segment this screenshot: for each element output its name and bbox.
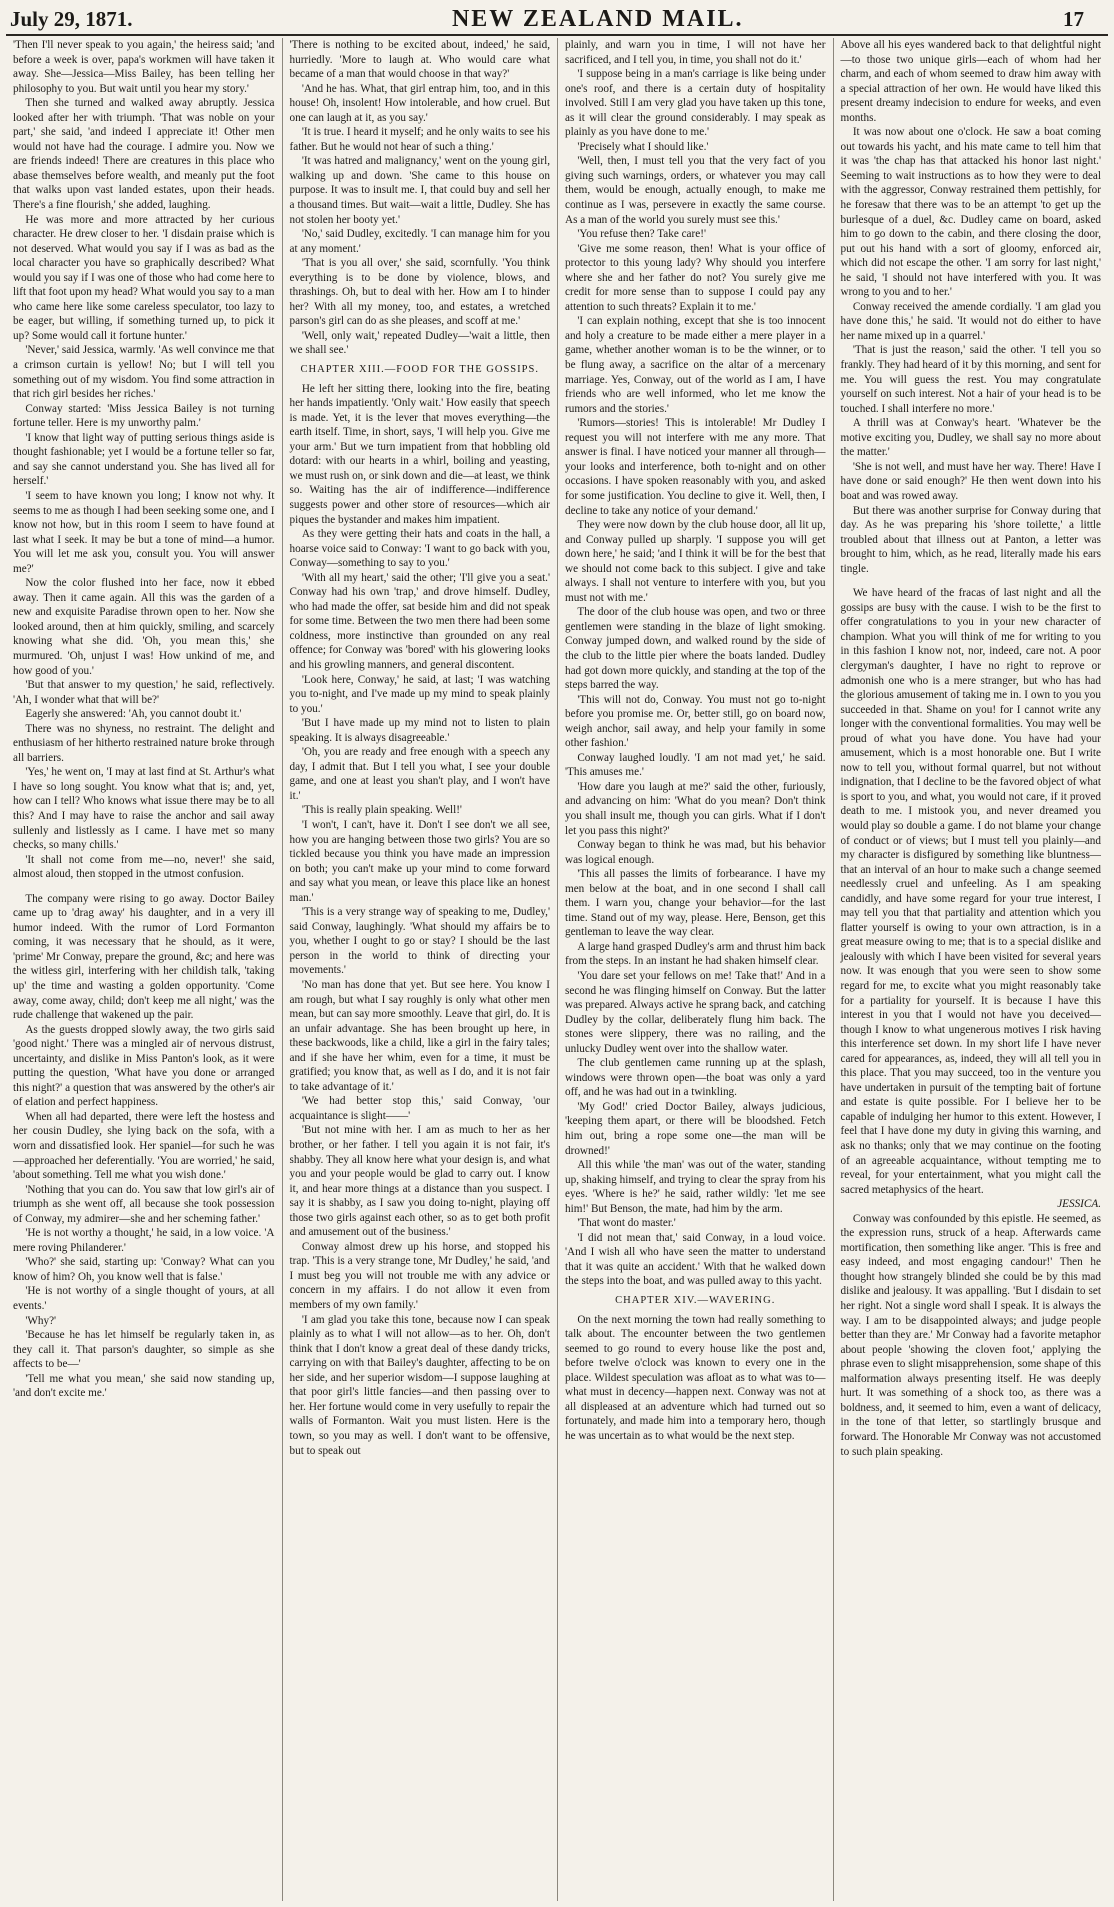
paragraph: plainly, and warn you in time, I will not have her sacrificed, and I tell you, in time, you shall not do it.'	[565, 39, 826, 66]
column-2	[282, 38, 558, 1901]
paragraph: We have heard of the fracas of last night and all the gossips are busy with the cause. I wish to be the first to offer congratulations to you in your new character of champion. What you will think of me for writing to you in this fashion I know not, nor, indeed, care not. A poor clergyman's daughter, I have no right to reprove or admonish one who is a mere stranger, but who has had the glorious amusement of taking me in. I own to you you succeeded in that. Shame on you! for I cannot write any longer with the conventional formalities. You may well be proud of what you have done. You have had your amusement, which is a most honorable one. But I write now to tell you, without formal quarrel, but not without indignation, that I decline to be the favored object of what is sport to you, and what, you would not care, if it proved death to me. I mistook you, and never dreamed you would play so double a game. I do not blame your change of conduct or of views; but I must tell you plainly—and my character is disfigured by something like bluntness—that an interval of an hour to make such a change seemed needlessly cruel and unfeeling. As I am speaking candidly, and have some regard for your true interest, I may tell you that that partiality and attention which you flatter yourself is owing to your own attraction, is in a great measure owing to me; that is to a special dislike and jealously with which I have been visited for several years now. It was enough that you were seen to show some regard for me, to excite what you might reasonably take for a partiality for yourself. It is because I have this interest in you that I would not have you deceived—though I know to what ungenerous motives I risk having this interference set down. In my short life I have never cared for appearances, as, indeed, they will all tell you in this place. That you may succeed, too in the venture you have undertaken in pursuit of the tempting bait of fortune and estate is quite possible. For I believe her to be capable of indulging her humor to this extent. However, I feel that I have done my duty in giving this warning, and ask no thanks; only that we may continue on the footing of an agreeable acquaintance, without tempting me to reveal, for your entertainment, what you might call the sacred metaphysics of the heart.	[840, 587, 1101, 1196]
paragraph: On the next morning the town had really something to talk about. The encounter between the two gentlemen seemed to go round to every house like the post and, before twelve o'clock was known to every one in the place. Wildest speculation was afloat as to what was to—what must in decency—happen next. Conway was not at all displeased at an adventure which had turned out so fortunately, and made him into a temporary hero, though he was uncertain as to what would be the next step.	[565, 1313, 826, 1442]
paragraph: 'I can explain nothing, except that she is too innocent and holy a creature to be made either a mere player in a game, whether another woman is to be the winner, or to be flung away, a sacrifice on the altar of a mercenary marriage. Yes, Conway, out of the world as I am, I have friends who are well informed, who let me know the rumors and the stories.'	[565, 315, 826, 415]
paragraph: 'Precisely what I should like.'	[577, 140, 709, 153]
paragraph: 'Nothing that you can do. You saw that low girl's air of triumph as she went off, all because she took possession of Conway, my admirer—she and her scheming father.'	[13, 1183, 275, 1225]
paragraph: 'And he has. What, that girl entrap him, too, and in this house! Oh, insolent! How intolerable, and how cruel. But one can laugh at it, as you say.'	[289, 82, 550, 124]
page-number: 17	[1062, 6, 1084, 31]
paragraph: Above all his eyes wandered back to that delightful night—to those two unique girls—each of whom had her charm, and each of whom seemed to draw him away with a special attraction of her own. He would have liked this present dreamy indecision to endure for weeks, and even months.	[840, 39, 1101, 124]
paragraph: He left her sitting there, looking into the fire, beating her hands impatiently. 'Only wait.' How easily that speech is made. Yet, it is the lever that moves everything—the earth itself. Time, in short, says, 'I will help you. Give me your arm.' But we turn impatient from that hobbling old dotard: with our hearts in a whirl, boiling and yeasting, we must rush on, or sink down and die—at least, we think so. Waiting has the air of indifference—indifference suggests power and other store of resources—which air piques the bystander and makes him impatient.	[289, 382, 550, 526]
paragraph: It was now about one o'clock. He saw a boat coming out towards his yacht, and his mate came to tell him that it was 'the chap has that attacked his honor last night.' Seeming to wait instructions as to how they were to deal with the aggressor, Conway restrained them pettishly, for he foresaw that there was to be an attempt 'to get up the burlesque of a duel, &c. Dudley came on board, asked him to go down to the cabin, and there closing the door, put out his hand with a sort of gloomy, enforced air, which did not escape the other. 'I am sorry for last night,' he said, 'I should not have interfered with you. It was wrong to you and to her.'	[840, 126, 1101, 299]
chapter-heading: CHAPTER XIII.—FOOD FOR THE GOSSIPS.	[300, 364, 539, 376]
paragraph: 'This is a very strange way of speaking to me, Dudley,' said Conway, laughingly. 'What should my affairs be to you, whether I ought to go or stay? I should be the last person in the world to think of directing your movements.'	[289, 906, 550, 977]
paragraph: There was no shyness, no restraint. The delight and enthusiasm of her hitherto restrained nature broke through all barriers.	[13, 722, 275, 764]
paragraph: Eagerly she answered: 'Ah, you cannot doubt it.'	[25, 708, 242, 721]
section-break	[841, 576, 1102, 586]
section-break	[13, 882, 275, 892]
paragraph: 'She is not well, and must have her way. There! Have I have done or said enough?' He then went down into his boat and was rowed away.	[840, 460, 1101, 502]
column-3	[557, 38, 833, 1901]
paragraph: 'No,' said Dudley, excitedly. 'I can manage him for you at any moment.'	[289, 228, 550, 255]
paragraph: 'That is just the reason,' said the other. 'I tell you so frankly. They had heard of it by this morning, and sent for me. You will guess the rest. You may congratulate yourself on such interest. Not a hair of your head is to be touched. I shall interfere no more.'	[840, 344, 1101, 415]
paragraph: 'But I have made up my mind not to listen to plain speaking. It is always disagreeable.'	[289, 717, 550, 744]
paragraph: Conway started: 'Miss Jessica Bailey is not turning fortune teller. Here is my unworthy palm.'	[13, 402, 275, 430]
paragraph: 'How dare you laugh at me?' said the other, furiously, and advancing on him: 'What do you mean? Don't think you shall insult me, though you can girls. What if I don't let you pass this night?'	[565, 780, 826, 837]
paragraph: 'Well, only wait,' repeated Dudley—'wait a little, then we shall see.'	[289, 329, 550, 357]
paragraph: 'Tell me what you mean,' she said now standing up, 'and don't excite me.'	[13, 1372, 275, 1400]
paragraph: 'It was hatred and malignancy,' went on the young girl, walking up and down. 'She came to this house on purpose. It was to insult me. I, that could buy and sell her a thousand times. But wait—wait a little, Dudley. She has not stolen her booty yet.'	[289, 155, 550, 226]
letter-signature: JESSICA.	[1057, 1198, 1101, 1211]
paragraph: 'Give me some reason, then! What is your office of protector to this young lady? Why should you interfere where she and her father do not? You surely give me credit for more sense than to suppose I could pay any attention to such threats? Explain it to me.'	[565, 242, 826, 313]
paragraph: 'I won't, I can't, have it. Don't I see don't we all see, how you are hanging between those two girls? You are so tickled because you think you have made an impression on both; you can't make up your mind to come forward and say what you mean, or leave this place like an honest man.'	[289, 818, 550, 904]
paragraph: 'I did not mean that,' said Conway, in a loud voice. 'And I wish all who have seen the matter to understand that it was quite an accident.' With that he walked down the steps into the boat, and was pulled away to this yacht.	[565, 1231, 826, 1288]
paragraph: 'I know that light way of putting serious things aside is thought fashionable; yet I would be a fortune teller so far, and say she cannot understand you. She has lived all for herself.'	[13, 431, 275, 488]
paragraph: All this while 'the man' was out of the water, standing up, shaking himself, and trying to clear the spray from his eyes. 'Where is he?' he said, rather wildly: 'let me see him!' But Benson, the mate, had him by the arm.	[565, 1159, 826, 1215]
paragraph: As they were getting their hats and coats in the hall, a hoarse voice said to Conway: 'I want to go back with you, Conway—something to say to you.'	[289, 528, 550, 570]
masthead	[6, 4, 1108, 36]
paragraph: 'You refuse then? Take care!'	[577, 228, 706, 241]
paragraph: Conway almost drew up his horse, and stopped his trap. 'This is a very strange tone, Mr Dudley,' he said, 'and I must beg you will not trouble me with any advice or concern in my affairs. I do not allow it even from members of my own family.'	[289, 1240, 550, 1312]
paragraph: But there was another surprise for Conway during that day. As he was preparing his 'shore toilette,' a little troubled about that illness out at Panton, a letter was brought to him, which, as he read, literally made his ears tingle.	[840, 504, 1101, 575]
paragraph: When all had departed, there were left the hostess and her cousin Dudley, she lying back on the sofa, with a worn and dissatisfied look. Her spaniel—for such he was—approached her deferentially. 'You are worried,' he said, 'about something. Tell me what you wish done.'	[13, 1110, 275, 1182]
paragraph: 'Who?' she said, starting up: 'Conway? What can you know of him? Oh, you know well that is false.'	[13, 1256, 275, 1283]
paragraph: 'I seem to have known you long; I know not why. It seems to me as though I had been seeking some one, and I know not how, but in this room I seem to have found at last what I seek. It may be but a tone of mind—a humor. You will let me ask you, consult you. You will answer me?'	[13, 489, 275, 575]
paragraph: 'He is not worthy a thought,' he said, in a low voice. 'A mere roving Philanderer.'	[13, 1227, 275, 1254]
paragraph: 'Well, then, I must tell you that the very fact of you giving such warnings, orders, or whatever you may call them, would be enough, actually enough, to make me continue as I was, persevere in exactly the same course. As a man of the world you surely must see this.'	[565, 155, 826, 226]
paragraph: 'You dare set your fellows on me! Take that!' And in a second he was flinging himself on Conway. But the latter was prepared. Always active he sprang back, and catching Dudley by the collar, deliberately flung him back. The stones were slippery, there was no railing, and the unlucky Dudley went over into the shallow water.	[565, 970, 826, 1055]
paragraph: 'Look here, Conway,' he said, at last; 'I was watching you to-night, and I've made up my mind to speak plainly to you.'	[289, 673, 550, 715]
paragraph: Conway was confounded by this epistle. He seemed, as the expression runs, struck of a heap. Afterwards came mortification, then something like anger. 'This is free and easy indeed, and most engaging candour!' Then he thought how strangely blinded she could be by this mad dislike and jealousy. It was appalling. 'But I disdain to set her right. Not a single word shall I speak. It is always the way. I am to be disappointed always; and judge people better than they are.' Mr Conway had a favorite metaphor about people 'showing the cloven foot,' applying the phrase even to slight misapprehension, some shape of this malformation always presenting itself. He was deeply hurt. It was something of a shock too, as there was a boldness, and, it seemed to him, even a want of delicacy, in the tone of that letter, so startlingly brusque and forward. The Honorable Mr Conway was not accustomed to such plain speaking.	[840, 1212, 1101, 1458]
paragraph: 'My God!' cried Doctor Bailey, always judicious, 'keeping them apart, or there will be bloodshed. Fetch him out, bring a rope some one—the man will be drowned!'	[565, 1100, 826, 1157]
paragraph: 'I suppose being in a man's carriage is like being under one's roof, and there is a certain duty of hospitality involved. Still I am very glad you have taken up this tone, as it will clear the ground considerably. I may speak as plainly as you have done to me.'	[565, 68, 826, 139]
paragraph: 'Yes,' he went on, 'I may at last find at St. Arthur's what I have so long sought. You know what that is; and, yet, how can I tell? Who knows what issue there may be to all this? And I may have to raise the anchor and sail away sullenly and listlessly as I came. I have met so many checks, so many chills.'	[13, 766, 275, 852]
paragraph: 'It shall not come from me—no, never!' she said, almost aloud, then stopped in the utmost confusion.	[13, 853, 275, 881]
paragraph: 'Because he has let himself be regularly taken in, as they call it. That parson's daughter, so simple as she affects to be—'	[13, 1329, 275, 1371]
paragraph: 'It is true. I heard it myself; and he only waits to see his father. But he would not hear of such a thing.'	[289, 126, 550, 153]
paragraph: 'But not mine with her. I am as much to her as her brother, or her father. I tell you again it is not fair, it's shabby. They all know here what your design is, and what you and your people would be glad to carry out. I know it, and hear more things at a distance than you suspect. I say it is shabby, as I saw you doing to-night, playing off those two girls against each other, so as to get both profit and amusement out of the business.'	[289, 1124, 550, 1239]
chapter-heading: CHAPTER XIV.—WAVERING.	[615, 1295, 776, 1307]
paragraph: He was more and more attracted by her curious character. He drew closer to her. 'I disdain praise which is not deserved. What would you say if I was as bad as the local character you have so graphically described? What would you say if I was one of those who had come here to lift that foot upon my head? What would you say to a man who came here like some careless speculator, too lazy to be eager, but willing, if something turned up, to pick it up? Some would call it fortune hunter.'	[13, 213, 275, 342]
paragraph: As the guests dropped slowly away, the two girls said 'good night.' There was a mingled air of nervous distrust, uncertainty, and dislike in Miss Panton's look, as it were putting the question, 'What have you done or arranged this night?' a question that was answered by the other's air of elation and perfect happiness.	[13, 1023, 275, 1109]
paragraph: A large hand grasped Dudley's arm and thrust him back from the steps. In an instant he had shaken himself clear.	[565, 940, 826, 968]
paragraph: 'That wont do master.'	[577, 1217, 676, 1230]
paragraph: They were now down by the club house door, all lit up, and Conway pulled up sharply. 'I suppose you will get down here,' he said; 'and I think it will be for the best that we should not come back to this subject. I give and take always. I shall not venture to interfere with you, but you must not with me.'	[565, 519, 826, 604]
paragraph: Now the color flushed into her face, now it ebbed away. Then it came again. All this was the garden of a new and exquisite Paradise thrown open to her. Now she looked around, then at him quickly, smiling, and scarcely knowing what she did. 'Oh, you mean this,' she murmured. 'Oh, unjust I was! How unkind of me, and how good of you.'	[13, 577, 275, 677]
column-1	[6, 38, 282, 1901]
column-4	[833, 38, 1109, 1901]
paragraph: 'No man has done that yet. But see here. You know I am rough, but what I say roughly is only what other men mean, but can say more smoothly. Leave that girl, do. It is an unfair advantage. She has been brought up here, in these backwoods, like a child, like a girl in the fairy tales; and if she have her whim, even for a time, it must be gratified; you know that, as well as I do, and it is not fair to take advantage of it.'	[289, 979, 550, 1093]
paragraph: 'There is nothing to be excited about, indeed,' he said, hurriedly. 'More to laugh at. Who would care what became of a man that would choose in that way?'	[289, 39, 550, 81]
newspaper-title: NEW ZEALAND MAIL.	[451, 5, 744, 32]
paragraph: Conway began to think he was mad, but his behavior was logical enough.	[565, 839, 826, 866]
paragraph: 'Why?'	[25, 1314, 57, 1327]
paragraph: 'This is really plain speaking. Well!'	[301, 804, 462, 817]
paragraph: Conway laughed loudly. 'I am not mad yet,' he said. 'This amuses me.'	[565, 751, 826, 779]
paragraph: Conway received the amende cordially. 'I am glad you have done this,' he said. 'It would not do either to have her name mixed up in a quarrel.'	[840, 300, 1101, 342]
paragraph: 'But that answer to my question,' he said, reflectively. 'Ah, I wonder what that will be?'	[13, 679, 275, 706]
paragraph: 'Then I'll never speak to you again,' the heiress said; 'and before a week is over, papa's workmen will have taken it away. She—Jessica—Miss Bailey, has been telling her philosophy to you. But wait until you hear my story.'	[13, 39, 275, 95]
paragraph: 'We had better stop this,' said Conway, 'our acquaintance is slight——'	[289, 1095, 550, 1122]
paragraph: 'Rumors—stories! This is intolerable! Mr Dudley I request you will not interfere with me any more. That answer is final. I have noticed your manner all through—your looks and interference, both to-night and on other occasions. I have spoken reasonably with you, and asked for some justification. You decline to give it. Well, then, I decline to take any notice of your demand.'	[565, 417, 826, 517]
paragraph: 'I am glad you take this tone, because now I can speak plainly as to what I will not allow—as to her. Oh, don't think that I don't know a great deal of these dandy tricks, carrying on with that Bailey's daughter, affecting to be on her side, and her superior wisdom—I suppose laughing at that poor girl's little fancies—and then passing over to her. Her fortune would come in very usefully to repair the walls of Formanton. Wait you must listen. Here is the town, so you may as well. I don't want to be offensive, but to speak out	[289, 1313, 550, 1457]
article-columns	[6, 38, 1108, 1901]
paragraph: 'That is you all over,' she said, scornfully. 'You think everything is to be done by violence, blows, and thrashings. Oh, but to deal with her. How am I to hinder her? With all my money, too, and estates, a wretched parson's girl can do as she pleases, and scoff at me.'	[289, 257, 550, 328]
paragraph: The company were rising to go away. Doctor Bailey came up to 'drag away' his daughter, and in a very ill humor indeed. With the rumor of Lord Formanton coming, it was necessary that he should, as it were, 'prime' Mr Conway, prepare the ground, &c; and here was the witless girl, interfering with her childish talk, 'taking up' the time and wasting a golden opportunity. 'Come away, come away, child; don't keep me all night,' was the rude challenge that wakened up the pair.	[13, 892, 275, 1022]
paragraph: A thrill was at Conway's heart. 'Whatever be the motive exciting you, Dudley, we shall say no more about the matter.'	[840, 417, 1101, 459]
paragraph: Then she turned and walked away abruptly. Jessica looked after her with triumph. 'That was noble on your part,' she said, 'and indeed I appreciate it! Other men would not have had the courage. I admire you. Now we are friends indeed! There are creatures in this place who abase themselves before wealth, and meanly put the foot that walks upon vast landed estates, upon their heads. There's a fine flourish,' she added, laughing.	[13, 97, 275, 212]
paragraph: 'Never,' said Jessica, warmly. 'As well convince me that a crimson curtain is yellow! No; but I will tell you something out of my wisdom. You find some attraction in that rich girl besides her riches.'	[13, 344, 275, 401]
paragraph: 'This will not do, Conway. You must not go to-night before you promise me. Or, better still, go on board now, weigh anchor, sail away, and help your family in some other fashion.'	[565, 693, 826, 750]
paragraph: 'Oh, you are ready and free enough with a speech any day, I admit that. But I tell you what, I see your double game, and one at least you shan't play, and I won't have it.'	[289, 746, 550, 802]
paragraph: The door of the club house was open, and two or three gentlemen were standing in the blaze of light smoking. Conway jumped down, and walked round by the side of the club to the little pier where the boats landed. Dudley had got down more quickly, and standing at the top of the steps barred the way.	[565, 606, 826, 692]
paragraph: The club gentlemen came running up at the splash, windows were thrown open—the boat was only a yard off, and he was had out in a twinkling.	[565, 1057, 826, 1099]
paragraph: 'He is not worthy of a single thought of yours, at all events.'	[13, 1285, 275, 1313]
paragraph: 'This all passes the limits of forbearance. I have my men below at the boat, and in one second I shall call them. I warn you, change your behavior—for the last time. Stand out of my way, please. Here, Benson, get this gentleman to leave the way clear.	[565, 868, 826, 939]
issue-date: July 29, 1871.	[10, 6, 133, 31]
paragraph: 'With all my heart,' said the other; 'I'll give you a seat.' Conway had his own 'trap,' and drove himself. Dudley, who had made the offer, sat beside him and did not speak for some time. Between the two men there had been some coldness, more instinctive than grounded on any real offence; for Conway was 'bored' with his glowering looks and his growling manners, and general discontent.	[289, 571, 550, 671]
